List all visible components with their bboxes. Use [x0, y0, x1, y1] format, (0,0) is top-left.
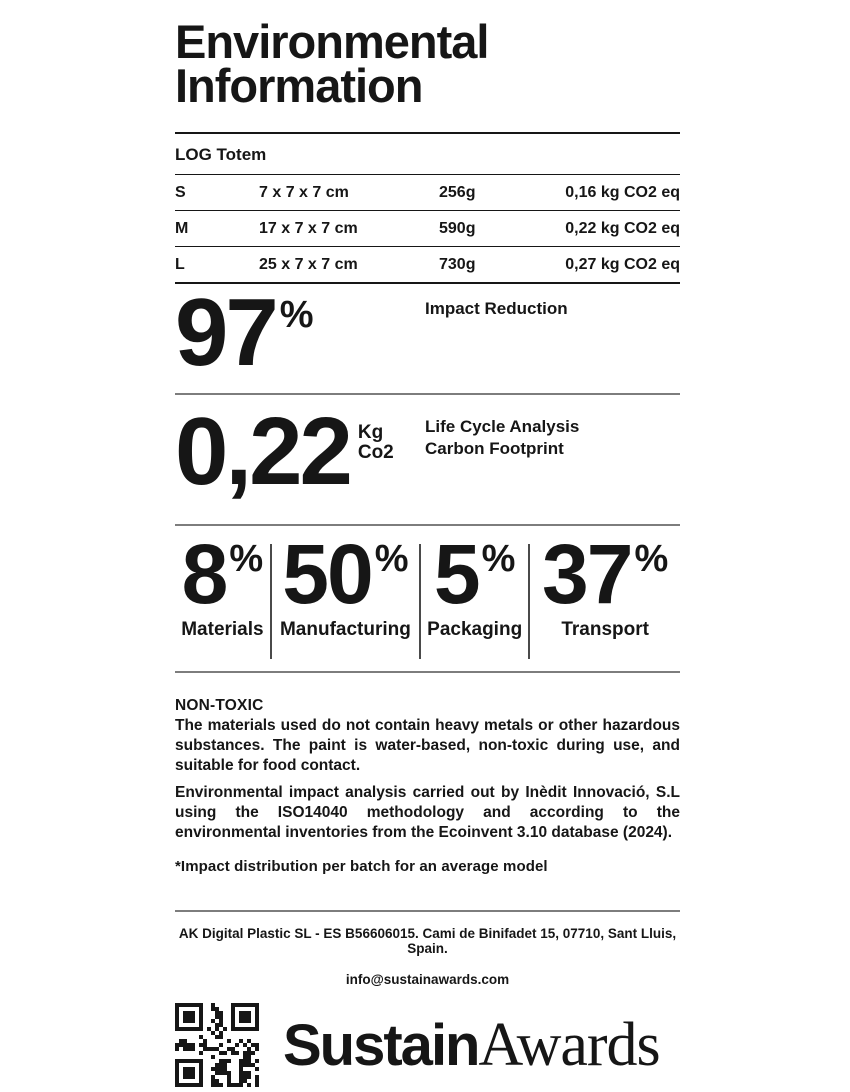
- stat-number: 8: [181, 527, 227, 622]
- dimensions-cell: 7 x 7 x 7 cm: [259, 183, 349, 201]
- impact-reduction-label: Impact Reduction: [425, 299, 568, 319]
- carbon-footprint-label: [425, 416, 579, 459]
- section-divider: [175, 132, 680, 134]
- co2-cell: 0,16 kg CO2 eq: [565, 183, 680, 201]
- unit-co2: Co2: [357, 442, 394, 464]
- contact-email: info@sustainawards.com: [345, 972, 510, 988]
- carbon-footprint-section: [175, 395, 680, 524]
- impact-reduction-section: [175, 279, 680, 393]
- stat-value: [542, 527, 669, 622]
- percent-sign: %: [634, 538, 669, 581]
- weight-cell: 730g: [439, 255, 476, 273]
- stat-transport: [530, 527, 680, 671]
- size-cell: L: [175, 255, 185, 273]
- product-name: LOG Totem: [175, 145, 267, 165]
- non-toxic-heading: NON-TOXIC: [175, 697, 264, 715]
- size-cell: S: [175, 183, 186, 201]
- sustainawards-logo: [283, 1011, 660, 1080]
- weight-cell: 590g: [439, 219, 476, 237]
- impact-reduction-value: [175, 279, 314, 387]
- qr-code-icon: [175, 1003, 259, 1087]
- percent-sign: %: [374, 538, 409, 581]
- stat-label: Transport: [561, 619, 649, 641]
- percent-sign: %: [279, 294, 314, 337]
- percent-sign: %: [481, 538, 516, 581]
- stat-value: [433, 527, 516, 622]
- page-title: [175, 15, 680, 113]
- stat-value: [282, 527, 409, 622]
- impact-number: 97: [175, 279, 276, 387]
- co2-cell: 0,22 kg CO2 eq: [565, 219, 680, 237]
- footnote: *Impact distribution per batch for an average model: [175, 858, 548, 876]
- stat-materials: [175, 527, 270, 671]
- page-title-line1: Environmental: [175, 15, 489, 68]
- size-cell: M: [175, 219, 189, 237]
- label-line1: Life Cycle Analysis: [425, 417, 580, 437]
- label-line2: Carbon Footprint: [425, 438, 564, 458]
- stat-packaging: [421, 527, 528, 671]
- non-toxic-paragraph: The materials used do not contain heavy metals or other hazardous substances. The paint is water-based, non-toxic during use, and suitable for food contact.: [175, 717, 680, 775]
- footer-divider: [175, 910, 680, 912]
- carbon-unit: [358, 423, 394, 463]
- dimensions-cell: 25 x 7 x 7 cm: [259, 255, 358, 273]
- stat-manufacturing: [272, 527, 419, 671]
- notes-section: [175, 673, 680, 910]
- stat-label: Packaging: [427, 619, 523, 641]
- stat-label: Manufacturing: [279, 619, 411, 641]
- company-address: AK Digital Plastic SL - ES B56606015. Cami de Binifadet 15, 07710, Sant Lluis, Spain.: [178, 926, 677, 957]
- percent-sign: %: [229, 538, 264, 581]
- footer: [175, 926, 680, 1087]
- carbon-footprint-value: 0,22: [175, 398, 350, 506]
- spec-table: [175, 175, 680, 284]
- environmental-info-sheet: [175, 0, 680, 1087]
- table-row: [175, 211, 680, 247]
- co2-cell: 0,27 kg CO2 eq: [565, 255, 680, 273]
- stat-number: 50: [282, 527, 372, 622]
- stat-value: [181, 527, 264, 622]
- logo-sustain: Sustain: [283, 1013, 479, 1079]
- unit-kg: Kg: [357, 422, 384, 444]
- page-title-line2: Information: [175, 59, 423, 113]
- brand-row: [175, 1003, 680, 1087]
- weight-cell: 256g: [439, 183, 476, 201]
- dimensions-cell: 17 x 7 x 7 cm: [259, 219, 358, 237]
- spacer: [175, 875, 680, 910]
- methodology-paragraph: Environmental impact analysis carried out by Inèdit Innovació, S.L using the ISO14040 methodology and according to the environmental inventories from the Ecoinvent 3.10 database (2024).: [175, 784, 680, 842]
- logo-awards: Awards: [478, 1011, 660, 1080]
- stat-number: 37: [542, 527, 632, 622]
- stat-number: 5: [433, 527, 479, 622]
- stat-label: Materials: [181, 619, 264, 641]
- impact-breakdown-section: [175, 526, 680, 671]
- table-row: [175, 175, 680, 211]
